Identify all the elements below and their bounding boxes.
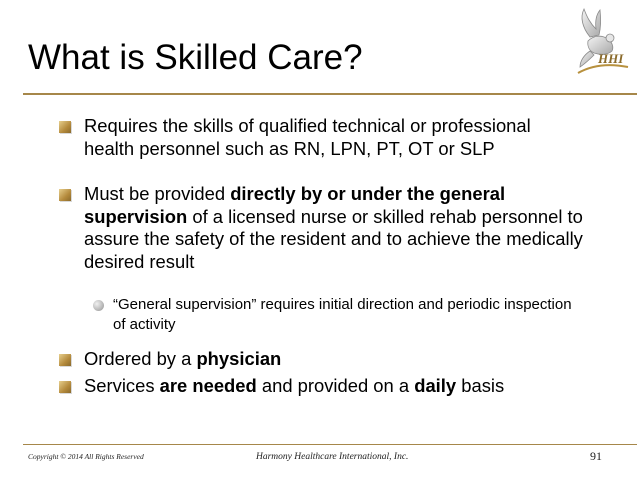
bullet-text: Services bbox=[84, 375, 160, 396]
footer-copyright: Copyright © 2014 All Rights Reserved bbox=[28, 452, 144, 461]
bullet-item bbox=[84, 115, 584, 160]
bullet-text: and provided on a bbox=[256, 375, 415, 396]
title-divider bbox=[23, 93, 637, 95]
bullet-item bbox=[84, 348, 584, 371]
round-bullet-icon bbox=[93, 300, 104, 311]
bullet-text: Requires the skills of qualified technical or professional health personnel such as RN, LPN, PT, OT or SLP bbox=[84, 115, 531, 159]
bullet-item bbox=[84, 183, 584, 273]
square-bullet-icon bbox=[59, 381, 71, 393]
bullet-text: “General supervision” requires initial direction and periodic inspection of activity bbox=[113, 296, 572, 333]
logo-text: HHI bbox=[598, 51, 624, 66]
bullet-text: Ordered by a bbox=[84, 348, 197, 369]
bullet-item bbox=[84, 375, 584, 398]
bullet-text-bold: directly by or under the general supervision bbox=[84, 183, 506, 227]
page-number: 91 bbox=[590, 449, 602, 463]
bullet-text: Must be provided bbox=[84, 183, 231, 204]
bullet-text: basis bbox=[456, 375, 505, 396]
footer-divider bbox=[23, 444, 637, 445]
slide-title: What is Skilled Care? bbox=[28, 38, 363, 77]
bullet-text: of a licensed nurse or skilled rehab personnel to assure the safety of the resident and to achieve the medically desired result bbox=[84, 205, 583, 272]
bullet-text-bold: daily bbox=[414, 375, 457, 396]
dove-logo-icon bbox=[568, 7, 632, 79]
bullet-text-bold: physician bbox=[196, 348, 282, 369]
square-bullet-icon bbox=[59, 121, 71, 133]
hhi-logo bbox=[568, 7, 632, 79]
footer-company: Harmony Healthcare International, Inc. bbox=[256, 452, 409, 462]
sub-bullet-item bbox=[113, 295, 583, 335]
square-bullet-icon bbox=[59, 189, 71, 201]
square-bullet-icon bbox=[59, 354, 71, 366]
bullet-text-bold: are needed bbox=[159, 375, 257, 396]
